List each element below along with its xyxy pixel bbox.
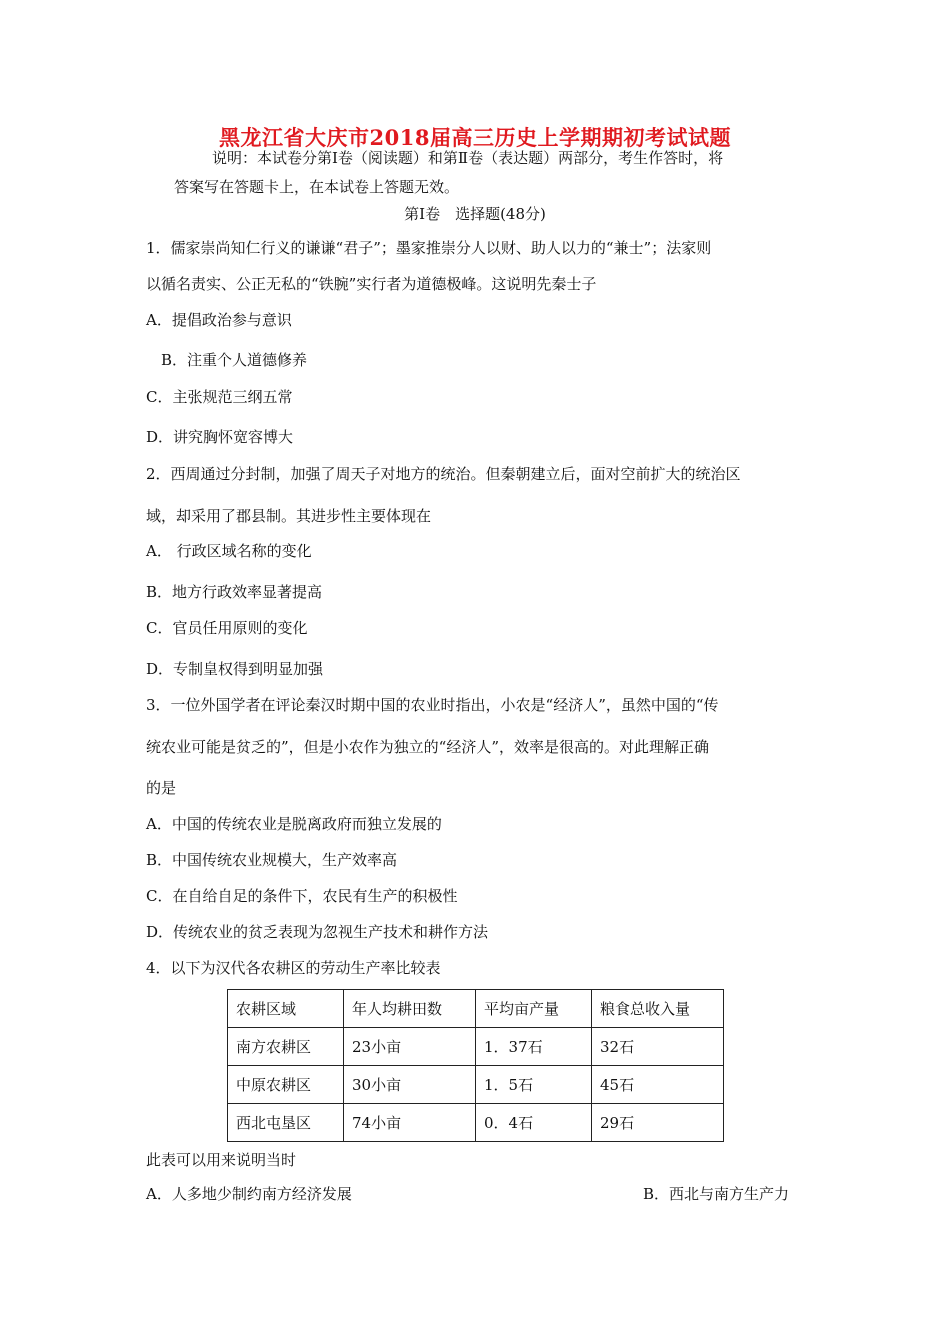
q1-option-d: D．讲究胸怀宽容博大 bbox=[146, 428, 294, 446]
table-header-cell: 农耕区域 bbox=[228, 990, 344, 1028]
table-cell: 1．5石 bbox=[476, 1066, 592, 1104]
q4-option-a: A．人多地少制约南方经济发展 bbox=[146, 1185, 352, 1203]
q3-stem-line-3: 的是 bbox=[146, 779, 177, 797]
q2-option-a: A． 行政区域名称的变化 bbox=[146, 542, 312, 560]
table-cell: 29石 bbox=[592, 1104, 724, 1142]
q3-stem-line-1: 3．一位外国学者在评论秦汉时期中国的农业时指出，小农是“经济人”，虽然中国的“传 bbox=[146, 696, 719, 714]
q3-option-a: A．中国的传统农业是脱离政府而独立发展的 bbox=[146, 815, 442, 833]
table-header-row bbox=[228, 990, 724, 1028]
q4-stem: 4．以下为汉代各农耕区的劳动生产率比较表 bbox=[146, 959, 441, 977]
table-cell: 32石 bbox=[592, 1028, 724, 1066]
q2-stem-line-1: 2．西周通过分封制，加强了周天子对地方的统治。但秦朝建立后，面对空前扩大的统治区 bbox=[146, 465, 741, 483]
q2-stem-line-2: 域，却采用了郡县制。其进步性主要体现在 bbox=[146, 507, 432, 525]
q1-option-c: C．主张规范三纲五常 bbox=[146, 388, 293, 406]
q1-stem-line-2: 以循名责实、公正无私的“铁腕”实行者为道德极峰。这说明先秦士子 bbox=[146, 275, 597, 293]
table-row bbox=[228, 1066, 724, 1104]
q1-option-b: B．注重个人道德修养 bbox=[161, 351, 308, 369]
table-cell: 45石 bbox=[592, 1066, 724, 1104]
table-cell: 西北屯垦区 bbox=[228, 1104, 344, 1142]
q3-option-d: D．传统农业的贫乏表现为忽视生产技术和耕作方法 bbox=[146, 923, 489, 941]
table-header-cell: 平均亩产量 bbox=[476, 990, 592, 1028]
table-cell: 1．37石 bbox=[476, 1028, 592, 1066]
section-title: 第Ⅰ卷 选择题(48分) bbox=[404, 205, 546, 223]
q1-option-a: A．提倡政治参与意识 bbox=[146, 311, 292, 329]
table-cell: 30小亩 bbox=[344, 1066, 476, 1104]
q3-option-c: C．在自给自足的条件下，农民有生产的积极性 bbox=[146, 887, 458, 905]
table-cell: 南方农耕区 bbox=[228, 1028, 344, 1066]
instructions-line-2: 答案写在答题卡上，在本试卷上答题无效。 bbox=[174, 178, 460, 196]
productivity-table bbox=[227, 989, 724, 1142]
q3-option-b: B．中国传统农业规模大，生产效率高 bbox=[146, 851, 398, 869]
q3-stem-line-2: 统农业可能是贫乏的”，但是小农作为独立的“经济人”，效率是很高的。对此理解正确 bbox=[146, 738, 710, 756]
table-cell: 0．4石 bbox=[476, 1104, 592, 1142]
q4-option-b: B．西北与南方生产力 bbox=[643, 1185, 790, 1203]
table-cell: 74小亩 bbox=[344, 1104, 476, 1142]
table-row bbox=[228, 1028, 724, 1066]
q4-after-table: 此表可以用来说明当时 bbox=[146, 1151, 297, 1169]
q2-option-c: C．官员任用原则的变化 bbox=[146, 619, 308, 637]
q2-option-b: B．地方行政效率显著提高 bbox=[146, 583, 323, 601]
table-cell: 23小亩 bbox=[344, 1028, 476, 1066]
q1-stem-line-1: 1．儒家崇尚知仁行义的谦谦“君子”；墨家推崇分人以财、助人以力的“兼士”；法家则 bbox=[146, 239, 712, 257]
exam-title: 黑龙江省大庆市2018届高三历史上学期期初考试试题 bbox=[219, 125, 731, 150]
q2-option-d: D．专制皇权得到明显加强 bbox=[146, 660, 324, 678]
table-row bbox=[228, 1104, 724, 1142]
table-cell: 中原农耕区 bbox=[228, 1066, 344, 1104]
instructions-line-1: 说明：本试卷分第Ⅰ卷（阅读题）和第Ⅱ卷（表达题）两部分，考生作答时，将 bbox=[212, 149, 724, 167]
table-header-cell: 粮食总收入量 bbox=[592, 990, 724, 1028]
table-header-cell: 年人均耕田数 bbox=[344, 990, 476, 1028]
